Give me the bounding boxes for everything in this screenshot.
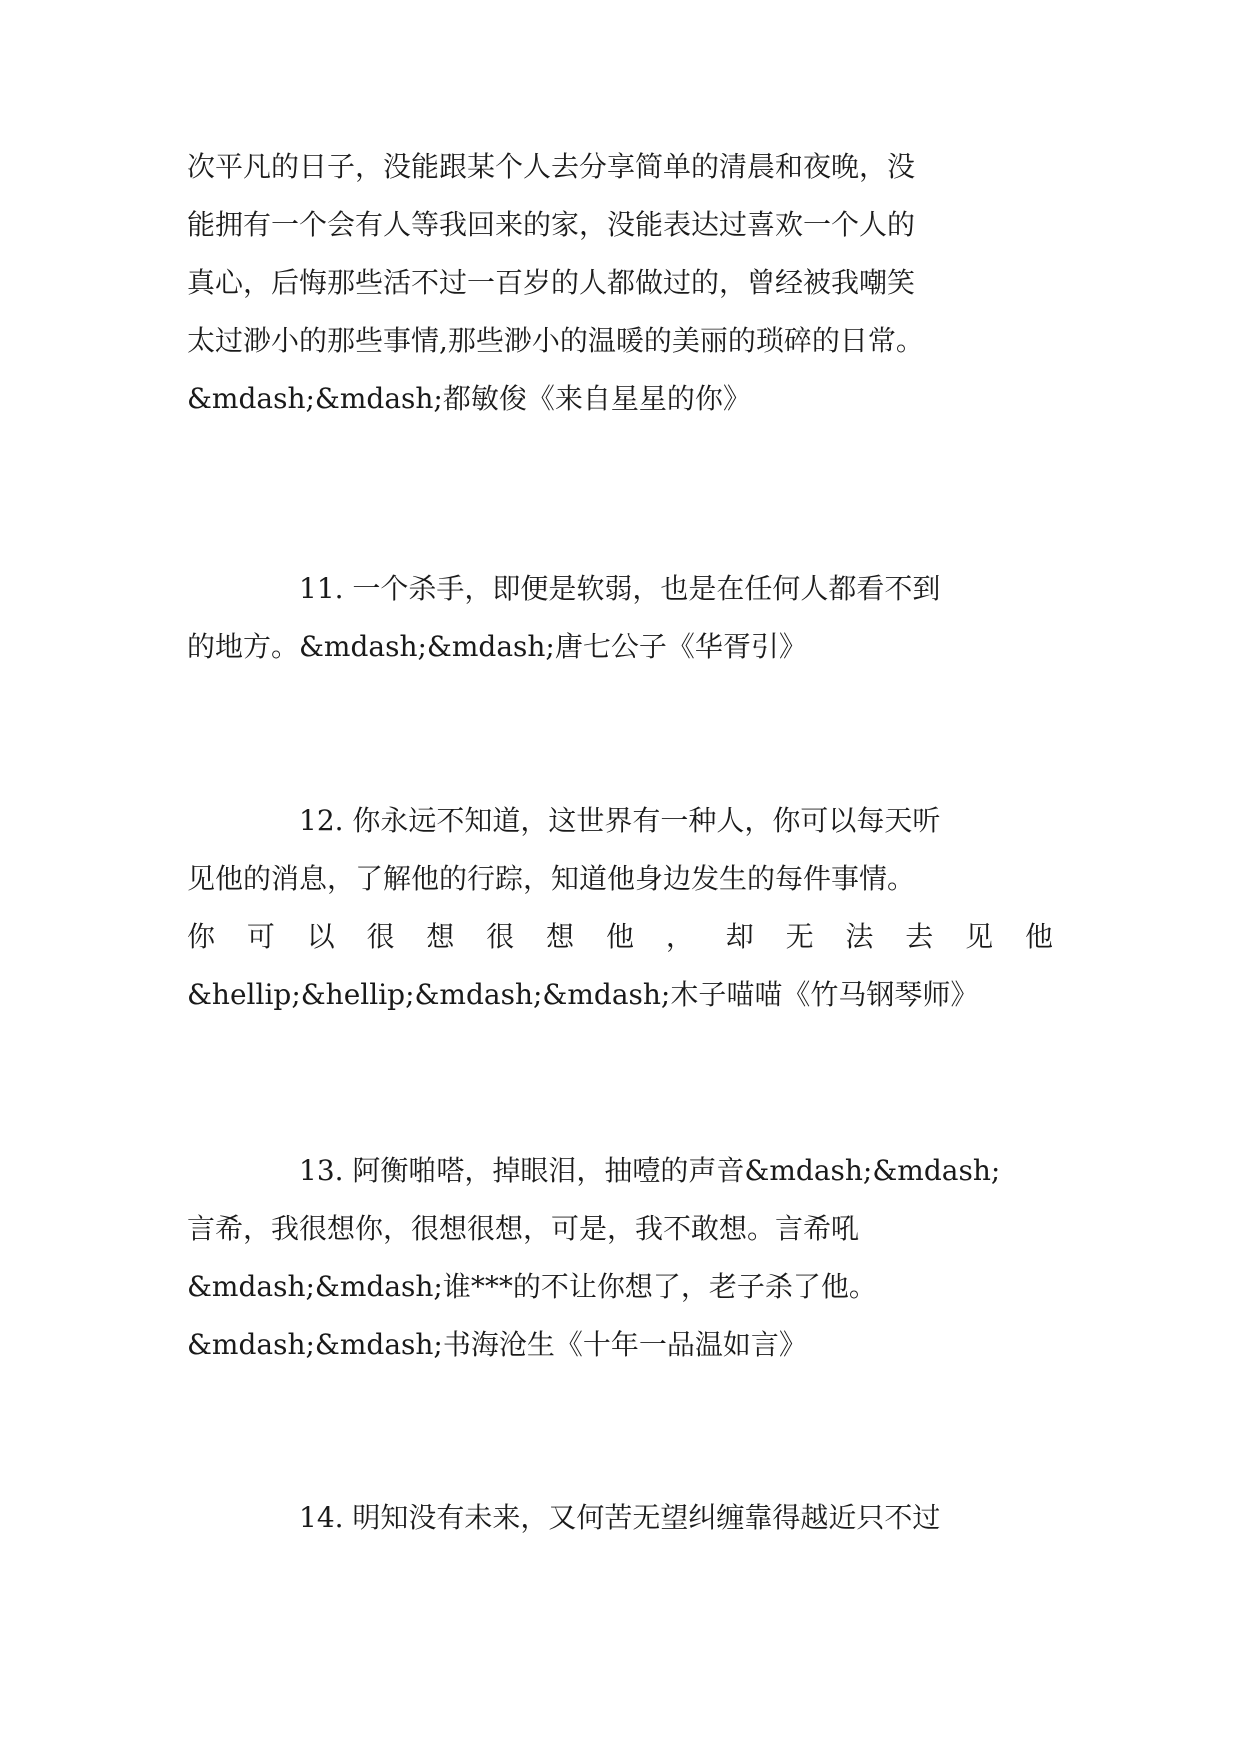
text-line: 见他的消息，了解他的行踪，知道他身边发生的每件事情。 [187, 862, 916, 895]
text-line: 言希，我很想你，很想很想，可是，我不敢想。言希吼 [187, 1212, 860, 1245]
text-line: 13. 阿衡啪嗒，掉眼泪，抽噎的声音&mdash;&mdash; [299, 1154, 1001, 1187]
text-line: 11. 一个杀手，即便是软弱，也是在任何人都看不到 [299, 572, 941, 605]
paragraph-13 [187, 1142, 1053, 1374]
paragraph-11 [187, 560, 1053, 676]
text-line: 能拥有一个会有人等我回来的家，没能表达过喜欢一个人的 [187, 208, 916, 241]
paragraph-12 [187, 792, 1053, 1024]
text-line: &mdash;&mdash;谁***的不让你想了，老子杀了他。 [187, 1270, 877, 1303]
text-line: &mdash;&mdash;都敏俊《来自星星的你》 [187, 382, 751, 415]
text-line: 次平凡的日子，没能跟某个人去分享简单的清晨和夜晚，没 [187, 150, 916, 183]
text-line: 太过渺小的那些事情,那些渺小的温暖的美丽的琐碎的日常。 [187, 324, 924, 357]
text-line: 真心，后悔那些活不过一百岁的人都做过的，曾经被我嘲笑 [187, 266, 916, 299]
text-line: &mdash;&mdash;书海沧生《十年一品温如言》 [187, 1328, 807, 1361]
paragraph-10 [187, 138, 1053, 428]
text-line: 14. 明知没有未来，又何苦无望纠缠靠得越近只不过 [299, 1501, 941, 1534]
text-line: 的地方。&mdash;&mdash;唐七公子《华胥引》 [187, 630, 807, 663]
paragraph-14 [187, 1489, 1053, 1547]
text-line: &hellip;&hellip;&mdash;&mdash;木子喵喵《竹马钢琴师》 [187, 978, 979, 1011]
text-line: 12. 你永远不知道，这世界有一种人，你可以每天听 [299, 804, 941, 837]
text-line: 你 可 以 很 想 很 想 他 ， 却 无 法 去 见 他 [187, 920, 1053, 953]
